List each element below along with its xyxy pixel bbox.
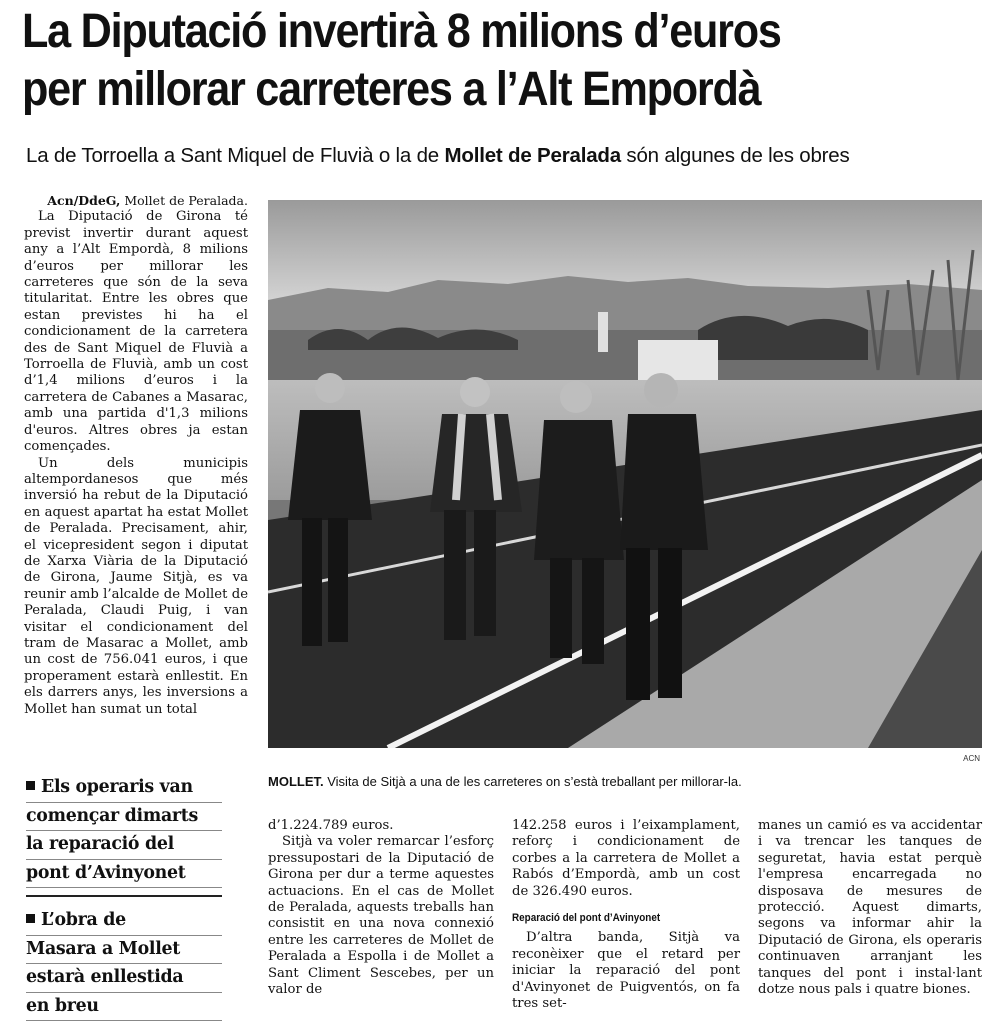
- highlight-line: Els operaris van: [26, 774, 222, 803]
- photo-caption: [268, 774, 742, 789]
- paragraph: 142.258 euros i l’eixamplament, reforç i condicionament de corbes a la carretera de Mollet a Rabós d’Empordà, amb un cost de 326.490 euros.: [512, 818, 740, 899]
- highlight-box-2: [26, 907, 222, 1021]
- article-column-1: [24, 193, 248, 718]
- highlight-line: L’obra de: [26, 907, 222, 936]
- headline: [22, 4, 886, 120]
- highlight-box-1: [26, 774, 222, 888]
- byline-place: Mollet de Peralada.: [120, 193, 248, 208]
- paragraph: manes un camió es va accidentar i va trencar les tanques de seguretat, havia estat perquè l'empresa encarregada no disposava de mesures de protecció. Aquest dimarts, segons va informar ahir la Diputació de Girona, els operaris continuaven arranjant les tanques del pont i instal·lant dotze nous pals i quatre biones.: [758, 818, 982, 998]
- paragraph: Un dels municipis altempordanesos que més inversió ha rebut de la Diputació en aquest apartat ha estat Mollet de Peralada. Precisament, ahir, el vicepresident segon i diputat de Xarxa Viària de la Diputació de Girona, Jaume Sitjà, es va reunir amb l’alcalde de Mollet de Peralada, Claudi Puig, i van visitar el condicionament del tram de Masarac a Mollet, amb un cost de 756.041 euros, i que properament estarà enllestit. En els darrers anys, les inversions a Mollet han sumat un total: [24, 455, 248, 717]
- subtitle-bold-place: Mollet de Peralada: [444, 144, 621, 167]
- highlight-line: pont d’Avinyonet: [26, 860, 222, 889]
- headline-line-2: per millorar carreteres a l’Alt Empordà: [22, 63, 761, 116]
- bullet-icon: [26, 914, 35, 923]
- article-column-2: [268, 818, 494, 998]
- bullet-icon: [26, 781, 35, 790]
- highlight-line: començar dimarts: [26, 803, 222, 832]
- highlight-divider: [26, 895, 222, 897]
- article-column-4: [758, 818, 982, 998]
- subtitle: [26, 144, 850, 168]
- paragraph: La Diputació de Girona té previst invertir durant aquest any a l’Alt Empordà, 8 milions d’euros per millorar les carreteres que són de la seva titularitat. Entre les obres que estan previstes hi ha el condicionament de la carretera des de Sant Miquel de Fluvià a Torroella de Fluvià, amb un cost d’1,4 milions d’euros i la carretera de Cabanes a Masarac, amb una partida d'1,3 milions d'euros. Altres obres ja estan començades.: [24, 209, 248, 455]
- highlight-line: estarà enllestida: [26, 964, 222, 993]
- subtitle-text-end: són algunes de les obres: [620, 144, 850, 167]
- subtitle-text-start: La de Torroella a Sant Miquel de Fluvià o la de: [26, 144, 445, 167]
- section-subheading: Reparació del pont d’Avinyonet: [512, 912, 661, 925]
- headline-line-1: La Diputació invertirà 8 milions d’euros: [22, 5, 781, 58]
- news-photo: [268, 200, 982, 748]
- paragraph: D’altra banda, Sitjà va reconèixer que el retard per iniciar la reparació del pont d'Avinyonet de Puigventós, on fa tres set-: [512, 930, 740, 1012]
- highlight-line: Masara a Mollet: [26, 936, 222, 965]
- byline-agency: Acn/DdeG,: [47, 193, 121, 208]
- caption-text: Visita de Sitjà a una de les carreteres on s’està treballant per millorar-la.: [323, 774, 742, 789]
- photo-image: [268, 200, 982, 748]
- caption-label: MOLLET.: [268, 774, 324, 789]
- highlight-line: la reparació del: [26, 831, 222, 860]
- highlight-line: en breu: [26, 993, 222, 1022]
- paragraph: Sitjà va voler remarcar l’esforç pressupostari de la Diputació de Girona per dur a terme aquestes actuacions. En el cas de Mollet de Peralada, aquests treballs han consistit en una nova connexió entre les carreteres de Mollet de Peralada a Espolla i de Mollet a Sant Climent Sescebes, per un valor de: [268, 834, 494, 998]
- paragraph: d’1.224.789 euros.: [268, 818, 394, 833]
- byline: [24, 193, 248, 209]
- article-column-3: [512, 818, 740, 1012]
- photo-credit: ACN: [963, 754, 980, 763]
